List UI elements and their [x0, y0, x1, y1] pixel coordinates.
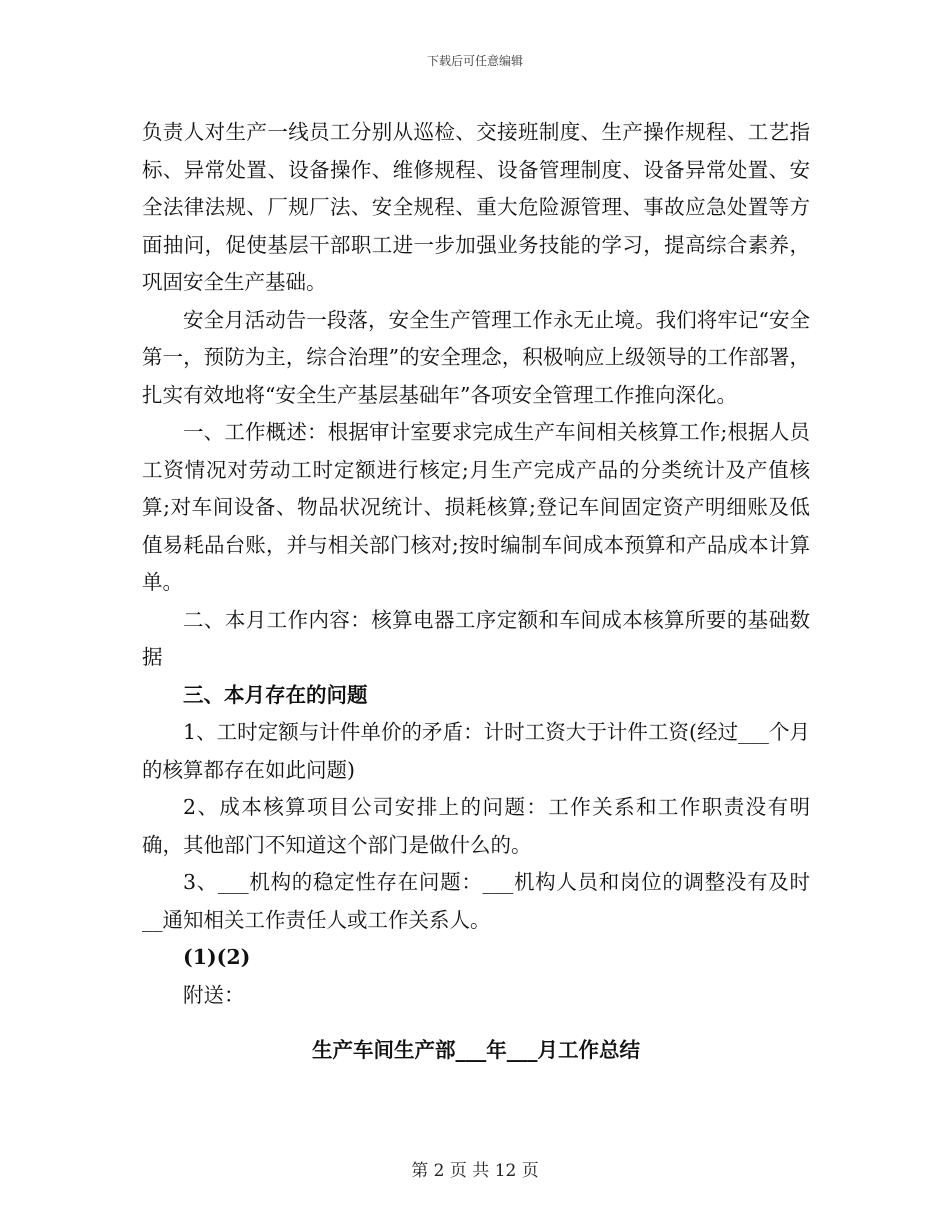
page-footer: 第 2 页 共 12 页	[411, 1161, 539, 1181]
subitems-label: (1)(2)	[183, 945, 251, 969]
problem-item-2: 2、成本核算项目公司安排上的问题：工作关系和工作职责没有明确，其他部门不知道这个部门是做什么的。	[142, 795, 810, 857]
paragraph-work-content: 二、本月工作内容：核算电器工序定额和车间成本核算所要的基础数据	[142, 607, 810, 669]
section-heading-problems: 三、本月存在的问题	[183, 682, 368, 707]
section-title: 生产车间生产部___年___月工作总结	[312, 1038, 640, 1062]
paragraph-work-overview: 一、工作概述：根据审计室要求完成生产车间相关核算工作;根据人员工资情况对劳动工时定额进行核定;月生产完成产品的分类统计及产值核算;对车间设备、物品状况统计、损耗核算;登记车间固定资产明细账及低值易耗品台账，并与相关部门核对;按时编制车间成本预算和产品成本计算单。	[142, 420, 810, 594]
page-header: 下载后可任意编辑	[426, 54, 523, 68]
problem-item-1: 1、工时定额与计件单价的矛盾：计时工资大于计件工资(经过___个月的核算都存在如此问题)	[142, 720, 810, 782]
document-body	[142, 114, 810, 1070]
attachment-label: 附送：	[183, 982, 245, 1007]
problem-item-3: 3、___机构的稳定性存在问题：___机构人员和岗位的调整没有及时__通知相关工作责任人或工作关系人。	[142, 870, 810, 932]
paragraph-inspection: 负责人对生产一线员工分别从巡检、交接班制度、生产操作规程、工艺指标、异常处置、设备操作、维修规程、设备管理制度、设备异常处置、安全法律法规、厂规厂法、安全规程、重大危险源管理、事故应急处置等方面抽问，促使基层干部职工进一步加强业务技能的学习，提高综合素养，巩固安全生产基础。	[142, 120, 810, 294]
paragraph-safety-month: 安全月活动告一段落，安全生产管理工作永无止境。我们将牢记“安全第一，预防为主，综合治理”的安全理念，积极响应上级领导的工作部署，扎实有效地将“安全生产基层基础年”各项安全管理工作推向深化。	[142, 307, 810, 407]
